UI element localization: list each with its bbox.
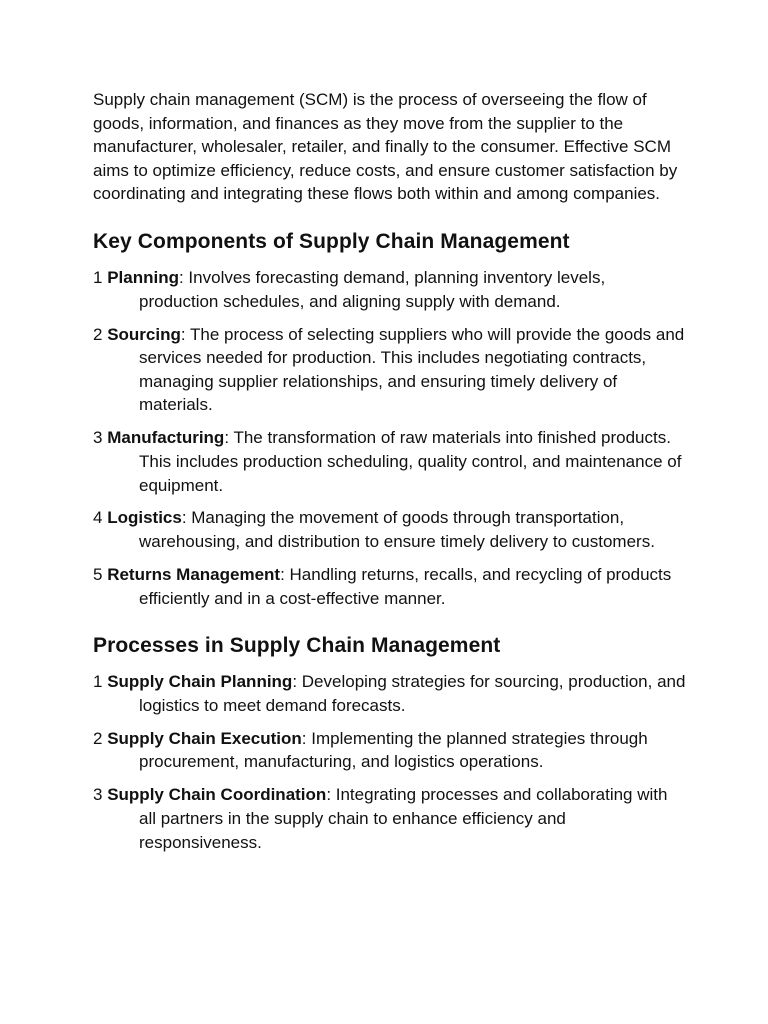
list-item — [93, 727, 688, 774]
item-term: Planning — [107, 267, 179, 287]
item-number: 1 — [93, 267, 103, 287]
list-item — [93, 506, 688, 553]
item-number: 2 — [93, 324, 103, 344]
list-item — [93, 426, 688, 497]
item-term: Sourcing — [107, 324, 181, 344]
section-heading-key-components: Key Components of Supply Chain Management — [93, 229, 570, 253]
item-text: : Managing the movement of goods through transportation, warehousing, and distribution to ensure timely delivery to customers. — [139, 508, 655, 552]
item-number: 2 — [93, 728, 103, 748]
processes-list — [93, 670, 688, 854]
item-term: Supply Chain Coordination — [107, 785, 327, 805]
item-number: 4 — [93, 508, 103, 528]
list-item — [93, 323, 688, 417]
item-text: : Handling returns, recalls, and recycling of products efficiently and in a cost-effective manner. — [139, 565, 672, 608]
item-term: Supply Chain Execution — [107, 728, 302, 748]
item-text: : Implementing the planned strategies through procurement, manufacturing, and logistics operations. — [139, 728, 648, 772]
list-item — [93, 670, 688, 717]
item-term: Manufacturing — [107, 428, 225, 448]
list-item — [93, 563, 688, 610]
item-text: : The transformation of raw materials into finished products. This includes production scheduling, quality control, and maintenance of equipment. — [139, 428, 682, 495]
item-text: : Developing strategies for sourcing, production, and logistics to meet demand forecasts. — [139, 672, 686, 715]
intro-paragraph: Supply chain management (SCM) is the process of overseeing the flow of goods, information, and finances as they move from the supplier to the manufacturer, wholesaler, retailer, and finally to the consumer. Effective SCM aims to optimize efficiency, reduce costs, and ensure customer satisfaction by coordinating and integrating these flows both within and among companies. — [93, 90, 678, 204]
list-item — [93, 783, 688, 854]
item-text: : Involves forecasting demand, planning inventory levels, production schedules, and aligning supply with demand. — [139, 267, 606, 311]
key-components-list — [93, 266, 688, 610]
item-term: Logistics — [107, 508, 182, 528]
item-number: 5 — [93, 565, 103, 585]
item-text: : Integrating processes and collaborating with all partners in the supply chain to enhance efficiency and responsiveness. — [139, 785, 668, 852]
item-number: 3 — [93, 785, 103, 805]
list-item — [93, 266, 688, 313]
section-heading-processes: Processes in Supply Chain Management — [93, 634, 501, 658]
item-term: Returns Management — [107, 565, 281, 585]
item-number: 3 — [93, 428, 103, 448]
item-term: Supply Chain Planning — [107, 672, 293, 692]
item-text: : The process of selecting suppliers who will provide the goods and services needed for production. This includes negotiating contracts, managing supplier relationships, and ensuring timely delivery of materials. — [139, 324, 685, 415]
item-number: 1 — [93, 672, 103, 692]
